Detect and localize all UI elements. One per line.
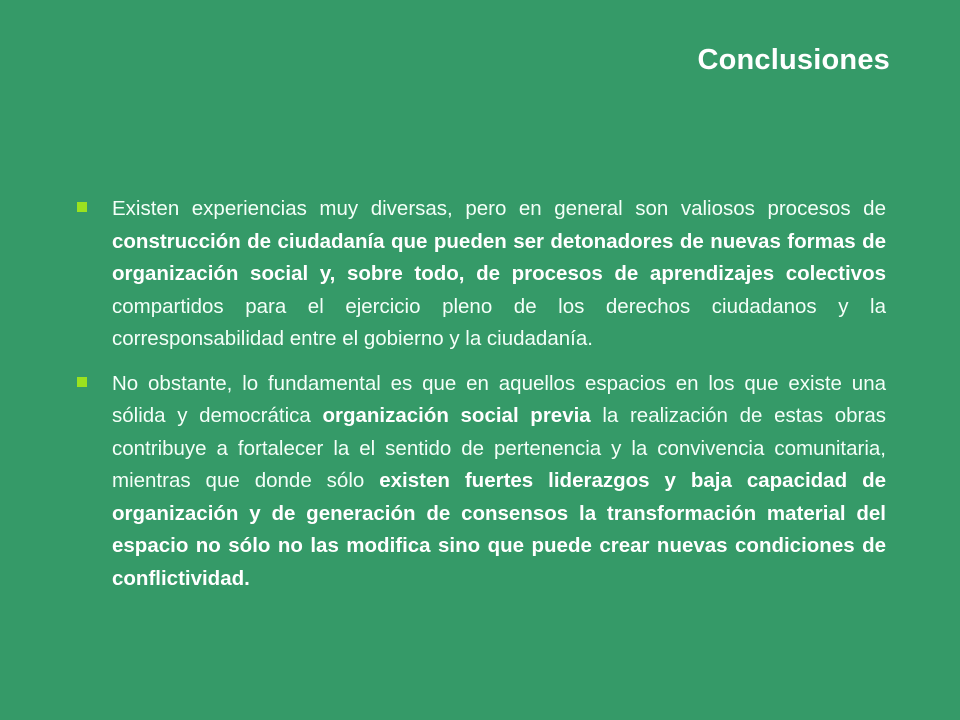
- bullet-list: [72, 193, 886, 607]
- square-bullet-icon: [77, 377, 87, 387]
- bullet-text-segment: Existen experiencias muy diversas, pero en general son valiosos procesos de: [112, 197, 886, 220]
- bullet-text-segment: compartidos para el ejercicio pleno de los derechos ciudadanos y la corresponsabilidad entre el gobierno y la ciudadanía.: [112, 294, 886, 350]
- bullet-item: [72, 368, 886, 596]
- bullet-bold-segment: organización social previa: [322, 404, 591, 427]
- bullet-bold-segment: construcción de ciudadanía que pueden ser detonadores de nuevas formas de organización social y, sobre todo, de procesos de aprendizajes colectivos: [112, 229, 886, 285]
- bullet-paragraph: [112, 368, 886, 596]
- bullet-text-segment: la realización de estas obras contribuye a fortalecer la el sentido de pertenencia y la convivencia comunitaria, mientras que donde sólo: [112, 404, 887, 492]
- bullet-bold-segment: existen fuertes liderazgos y baja capacidad de organización y de generación de consensos la transformación material del espacio no sólo no las modifica sino que puede crear nuevas condiciones de conflictividad.: [112, 469, 886, 590]
- bullet-item: [72, 193, 886, 356]
- bullet-paragraph: [112, 193, 886, 356]
- slide-title: Conclusiones: [697, 44, 890, 76]
- square-bullet-icon: [77, 202, 87, 212]
- bullet-text-segment: No obstante, lo fundamental es que en aquellos espacios en los que existe una sólida y democrática: [112, 371, 886, 427]
